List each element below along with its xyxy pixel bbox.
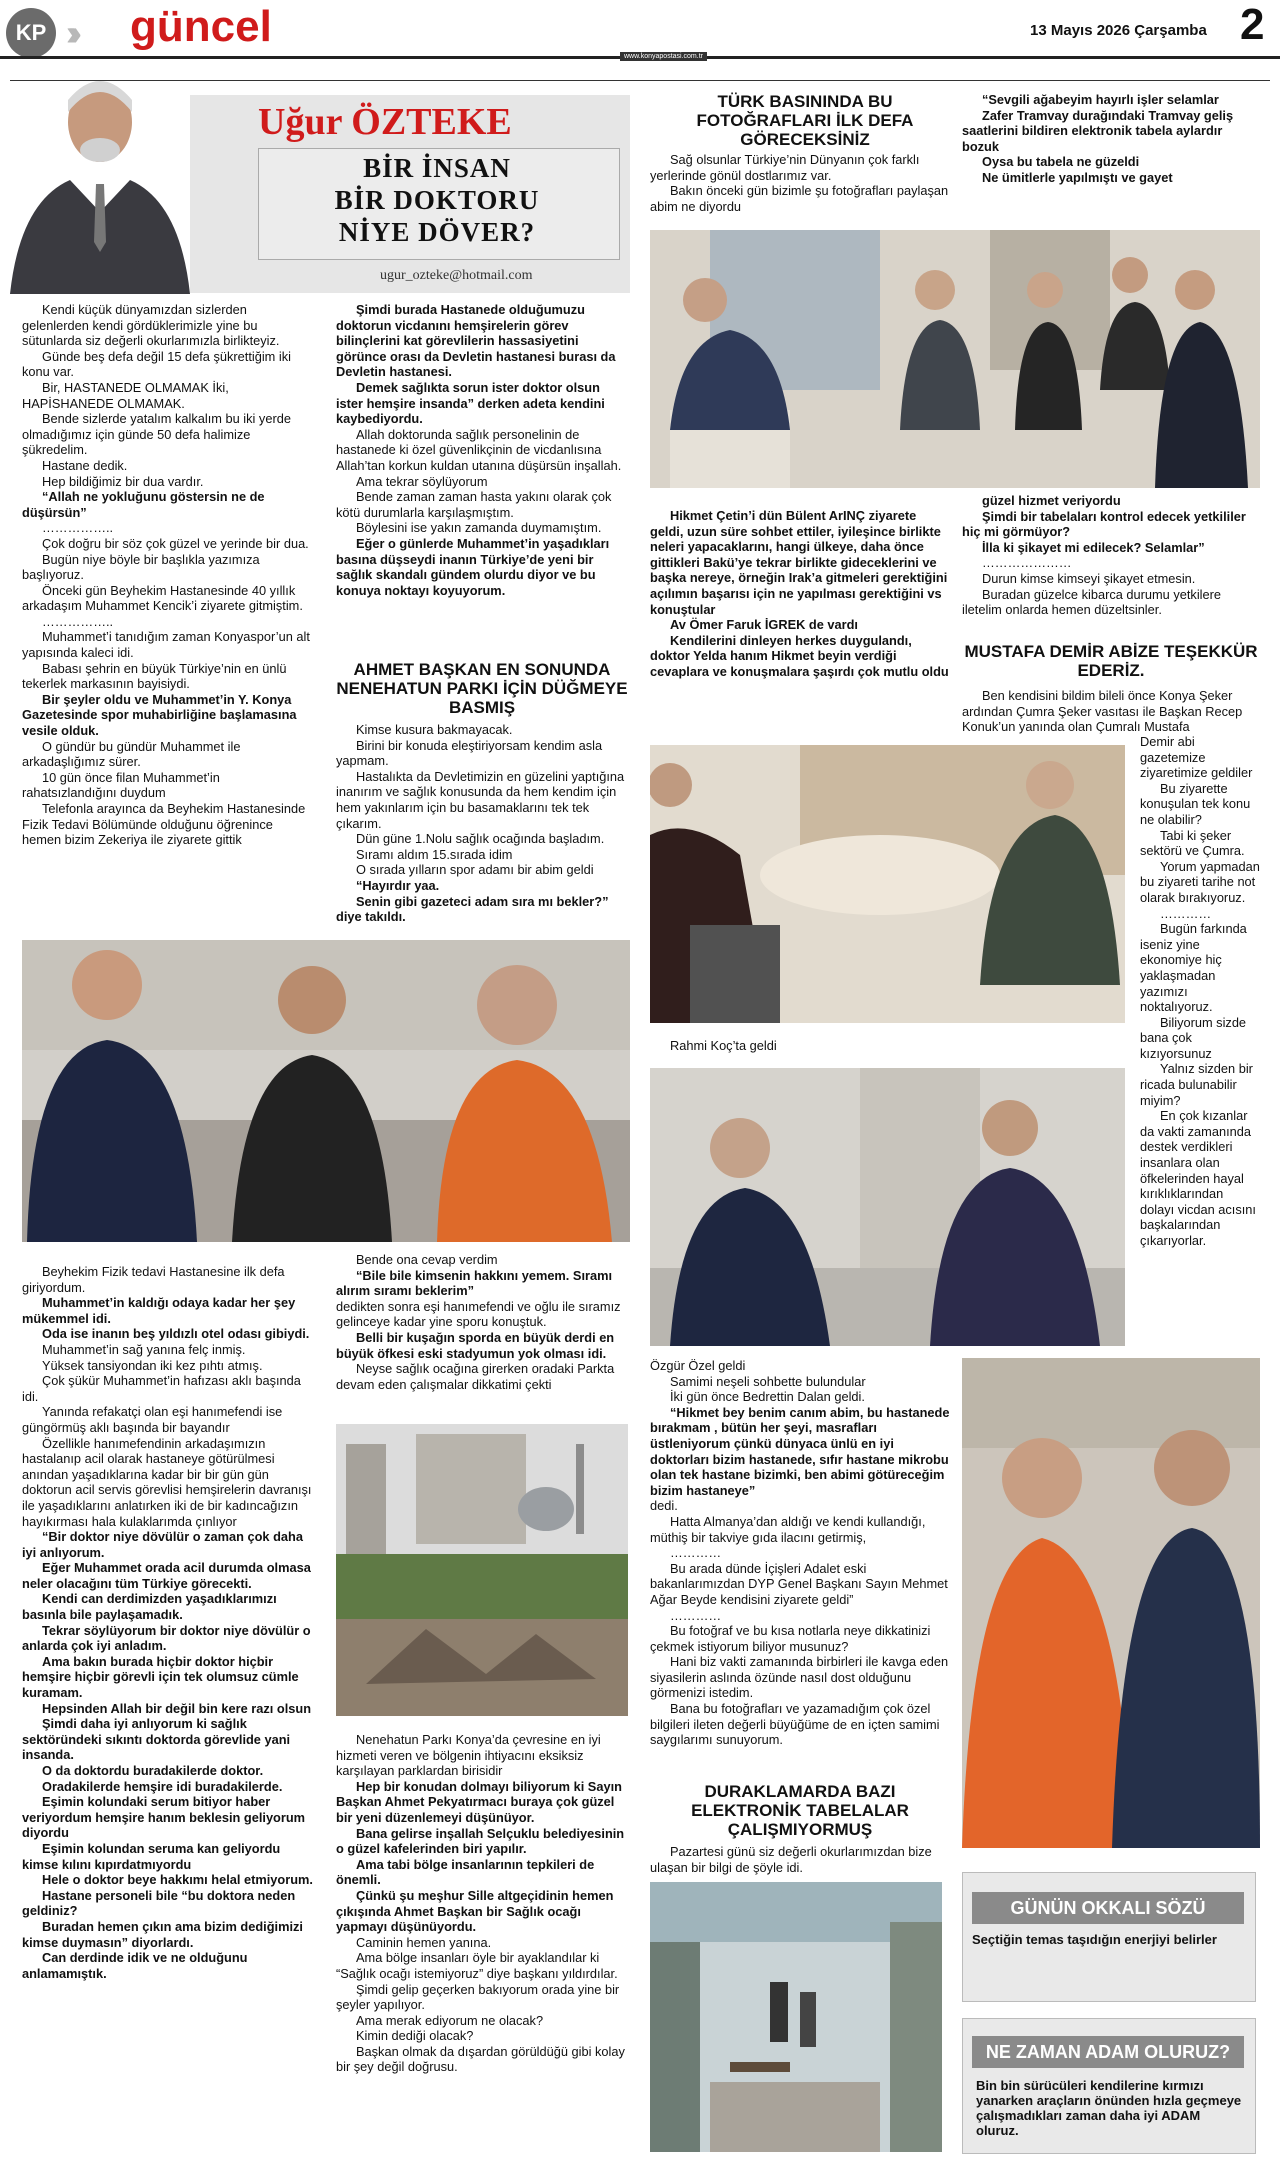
photo-tram-stop [650,1882,942,2152]
quote-text-adam-oluruz: Bin bin sürücüleri kendilerine kırmızı yanarken araçların önünden hızla geçmeye çalışmadıkları zaman daha iyi ADAM oluruz. [976,2078,1242,2138]
paragraph: Muhammet’in kaldığı odaya kadar her şey mükemmel idi. [22,1295,296,1326]
paragraph: dedikten sonra eşi hanımefendi ve oğlu ile sıramız gelinceye kadar yine sporu konuştuk. [336,1298,621,1330]
paragraph: Nenehatun Parkı Konya’da çevresine en iyi hizmeti veren ve bölgenin ihtiyacını eksiksiz karşılayan parklardan birisidir [336,1732,601,1779]
paragraph: Bu arada dünde İçişleri Adalet eski bakanlarımızdan DYP Genel Başkanı Sayın Mehmet Ağar Beyde kendisini ziyarete geldi” [650,1560,948,1607]
photo-ozgur-ozel [650,1068,1125,1346]
paragraph: Bende zaman zaman hasta yakını olarak çok kötü durumlarla karşılaşmıştım. [336,489,612,520]
paragraph: Şimdi bir tabelaları kontrol edecek yetkililer hiç mi görmüyor? [962,508,1246,540]
paragraph: “Bile bile kimsenin hakkını yemem. Sıramı alırım sıramı beklerim” [336,1267,613,1299]
paragraph: Can derdinde idik ve ne olduğunu anlamamıştık. [22,1950,248,1981]
paragraph: ………… [1160,905,1212,921]
paragraph: Beyhekim Fizik tedavi Hastanesine ilk defa giriyordum. [22,1264,285,1295]
paragraph: Bende ona cevap verdim [356,1252,498,1267]
paragraph: Böylesini ise yakın zamanda duymamıştım. [356,520,602,536]
headline-line: BİR DOKTORU [334,185,540,215]
paragraph: …………….. [42,613,114,629]
paragraph: Eğer Muhammet orada acil durumda olmasa neler olacağını tüm Türkiye görecekti. [22,1560,311,1591]
paragraph: Av Ömer Faruk İGREK de vardı [670,617,858,633]
photo-nenehatun-park [336,1424,628,1716]
article-column-2d [336,1732,628,2075]
paragraph: “Bir doktor niye dövülür o zaman çok daha iyi anlıyorum. [22,1529,303,1560]
paragraph: Hep bildiğimiz bir dua vardır. [42,473,204,489]
paragraph: Bugün niye böyle bir başlıkla yazımıza başlıyoruz. [22,551,260,583]
paragraph: Eşimin kolundaki serum bitiyor haber veriyordum hemşire hanım beklesin geliyorum diyordu [22,1794,306,1841]
paragraph: Sıramı aldım 15.sırada idim [356,846,513,862]
paragraph: Yalnız sizden bir ricada bulunabilir miyim? [1140,1061,1253,1108]
paragraph: Durun kimse kimseyi şikayet etmesin. [982,570,1196,586]
paragraph: Hikmet Çetin’i dün Bülent ArINÇ ziyarete geldi, uzun süre sohbet ettiler, iyileşince birlikte neleri yapacaklarını, hangi ülkeye, daha önce gittikleri Bakü’ye tekrar birlikte gideceklerini ve başka nereye, örneğin Irak’a gitmeleri gerektiğini açılımın başarısı için ne yapılması gerektiğini vs konuştular [650,508,948,617]
paragraph: Kendilerini dinleyen herkes duygulandı, doktor Yelda hanım Hikmet beyin verdiği cevaplara ve konuşmalara şaşırdı çok mutlu oldu [650,632,949,679]
paragraph: Hep bir konudan dolmayı biliyorum ki Sayın Başkan Ahmet Pekyatırmacı buraya çok güzel bir yeni düzenlemeyi düşünüyor. [336,1778,622,1825]
paragraph: Senin gibi gazeteci adam sıra mı bekler?” diye takıldı. [336,893,609,925]
article-column-2c [336,1252,628,1392]
paragraph: Yüksek tansiyondan iki kez pıhtı atmış. [42,1357,263,1373]
newspaper-logo: KP [6,8,56,58]
paragraph: Bu fotoğraf ve bu kısa notlarla neye dikkatinizi çekmek istiyorum biliyor musunuz? [650,1623,931,1654]
paragraph: O sırada yılların spor adamı bir abim geldi [356,862,594,878]
paragraph: Ama tabi bölge insanlarının tepkileri de önemli. [336,1856,595,1888]
subheading-nenehatun: AHMET BAŞKAN EN SONUNDA NENEHATUN PARKI İÇİN DÜĞMEYE BASMIŞ [336,660,628,717]
section-name: güncel [130,2,272,51]
subheading-turk-basini: TÜRK BASININDA BU FOTOĞRAFLARI İLK DEFA GÖRECEKSİNİZ [696,92,914,149]
paragraph: Şimdi gelip geçerken bakıyorum orada yine bir şeyler yapılıyor. [336,1981,620,2013]
article-column-4b [962,493,1260,618]
paragraph: Hatta Almanya’dan aldığı ve kendi kullandığı, müthiş bir takviye gıda ilacını getirmiş, [650,1513,926,1545]
paragraph: Ama bölge insanları öyle bir ayaklandılar ki “Sağlık ocağı istemiyoruz” diye başkanı yıldırdılar. [336,1950,618,1981]
photo-mustafa-demir [962,1358,1260,1848]
paragraph: Bir, HASTANEDE OLMAMAK İki, HAPİSHANEDE OLMAMAK. [22,379,229,411]
paragraph: Başkan olmak da dışardan görüldüğü gibi kolay bir şey değil doğrusu. [336,2043,625,2075]
paragraph: Demir abi gazetemize ziyaretimize geldiler [1140,734,1253,781]
paragraph: Bugün farkında iseniz yine ekonomiye hiç yaklaşmadan yazımızı noktalıyoruz. [1140,921,1247,1015]
paragraph: Ben kendisini bildim bileli önce Konya Şeker ardından Çumra Şeker vasıtası ile Başkan Recep Konuk’un yanında olan Çumralı Mustafa [962,688,1243,735]
article-column-2b [336,722,628,925]
paragraph: Babası şehrin en büyük Türkiye’nin en ünlü tekerlek markasının bayisiydi. [22,660,287,692]
paragraph: Biliyorum sizde bana çok kızıyorsunuz [1140,1014,1247,1061]
paragraph: Günde beş defa değil 15 defa şükrettiğim iki konu var. [22,348,291,380]
page-number: 2 [1240,0,1265,49]
paragraph: Kimin dediği olacak? [356,2028,474,2044]
paragraph: Eğer o günlerde Muhammet’in yaşadıkları basına düşseydi inanın Türkiye’de yeni bir sağlık skandalı gündem olurdu diyor ve bu konuya noktayı koyuyorum. [336,535,610,598]
paragraph: Ama bakın burada hiçbir doktor hiçbir hemşire hiçbir görevli için tek olumsuz cümle kuramam. [22,1653,299,1701]
subheading-mustafa-demir: MUSTAFA DEMİR ABİZE TEŞEKKÜR EDERİZ. [964,642,1258,680]
paragraph: Belli bir kuşağın sporda en büyük derdi en büyük öfkesi eski stadyumun yok olması idi. [336,1329,615,1361]
paragraph: Telefonla arayınca da Beyhekim Hastanesinde Fizik Tedavi Bölümünde olduğunu öğrenince hemen bizim Zekeriya ile ziyarete gittik [22,801,306,848]
paragraph: “Sevgili ağabeyim hayırlı işler selamlar [982,92,1219,107]
paragraph: Oda ise inanın beş yıldızlı otel odası gibiydi. [42,1326,310,1342]
paragraph: Kendi can derdimizden yaşadıklarımızı basınla bile paylaşamadık. [22,1591,277,1623]
headline-line: BİR İNSAN [363,153,511,183]
paragraph: Demek sağlıkta sorun ister doktor olsun ister hemşire insanda” derken adeta kendini kaybediyordu. [336,379,605,427]
paragraph: Pazartesi günü siz değerli okurlarımızdan bize ulaşan bir bilgi de şöyle idi. [650,1844,932,1875]
paragraph: Tabi ki şeker sektörü ve Çumra. [1140,827,1245,859]
paragraph: ………… [670,1607,722,1623]
paragraph: Bakın önceki gün bizimle şu fotoğrafları paylaşan abim ne diyordu [650,183,949,214]
paragraph: Oysa bu tabela ne güzeldi [982,154,1140,170]
article-column-4a [962,92,1260,186]
paragraph: İki gün önce Bedrettin Dalan geldi. [670,1389,865,1405]
quote-text-okkali-soz: Seçtiğin temas taşıdığın enerjiyi belirler [972,1932,1217,1947]
paragraph: “Hayırdır yaa. [356,877,440,893]
paragraph: Allah doktorunda sağlık personelinin de hastanede ki özel güvenlikçinin de vicdanlısına Allah’tan korkun kuldan utanına düşürsün inşallah. [336,426,622,473]
author-name: Uğur ÖZTEKE [258,101,512,143]
paragraph: En çok kızanlar da vakti zamanında destek verdikleri insanlara olan öfkelerinden hayal kırıklıklarından dolayı vicdan acısını başkalarından çıkarıyorlar. [1140,1108,1256,1248]
paragraph: Samimi neşeli sohbette bulundular [670,1373,866,1389]
paragraph: Özellikle hanımefendinin arkadaşımızın hastalanıp acil olarak hastaneye götürülmesi anından yaşadıklarına kadar bir bir gün gün doktorun acil servis görevlisi hemşirelerin davranışı ile yaşadıklarını anlatırken iki de bir kadıncağızın hayıkırması hala kulaklarımda çınlıyor [22,1435,312,1529]
paragraph: İlla ki şikayet mi edilecek? Selamlar” [982,539,1205,555]
paragraph: Hastane personeli bile “bu doktora neden geldiniz? [22,1887,296,1919]
article-column-3c [650,1358,950,1748]
paragraph: Şimdi daha iyi anlıyorum ki sağlık sektöründeki sıkıntı doktorda görevlide yani insanda. [22,1716,291,1763]
paragraph: 10 gün önce filan Muhammet’in rahatsızlandığını duydum [22,769,220,801]
paragraph: Yanında refakatçi olan eşi hanımefendi ise güngörmüş aklı başında bir bayandır [22,1404,283,1435]
article-column-1 [22,302,314,848]
site-url: www.konyapostasi.com.tr [620,52,707,61]
paragraph: ………………… [982,555,1072,571]
article-column-2 [336,302,628,598]
paragraph: Kimse kusura bakmayacak. [356,722,513,737]
paragraph: güzel hizmet veriyordu [982,493,1121,508]
paragraph: Önceki gün Beyhekim Hastanesinde 40 yıllık arkadaşım Muhammet Kencik’i ziyarete gitmiştim. [22,582,303,614]
photo-hospital-friends [22,940,630,1242]
paragraph: Hepsinden Allah bir değil bin kere razı olsun [42,1700,312,1716]
paragraph: Dün güne 1.Nolu sağlık ocağında başladım. [356,831,605,847]
paragraph: Özgür Özel geldi [650,1358,746,1373]
paragraph: Caminin hemen yanına. [356,1934,492,1950]
article-column-4d [1140,734,1260,1249]
paragraph: Bu ziyarette konuşulan tek konu ne olabilir? [1140,780,1251,827]
paragraph: Bana gelirse inşallah Selçuklu belediyesinin o güzel kafelerinden biri yapılır. [336,1825,625,1857]
paragraph: O gündür bu gündür Muhammet ile arkadaşlığımız sürer. [22,738,241,770]
paragraph: Ne ümitlerle yapılmıştı ve gayet [982,169,1173,185]
author-photo [0,62,200,294]
paragraph: Hani biz vakti zamanında birbirleri ile kavga eden siyasilerin aslında özünde nasıl dost olduğunu görmenizi istedim. [650,1654,949,1701]
article-column-3d [650,1844,950,1875]
paragraph: “Allah ne yokluğunu göstersin ne de düşürsün” [22,489,265,520]
paragraph: O da doktordu buradakilerde doktor. [42,1763,264,1778]
paragraph: ………… [670,1545,722,1561]
issue-date: 13 Mayıs 2026 Çarşamba [1030,22,1207,39]
paragraph: Sağ olsunlar Türkiye’nin Dünyanın çok farklı yerlerinde gönül dostlarımız var. [650,152,920,183]
paragraph: Bende sizlerde yatalım kalkalım bu iki yerde olmadığımız için günde 50 defa halimize şükredelim. [22,411,291,458]
paragraph: Yorum yapmadan bu ziyareti tarihe not olarak bırakıyoruz. [1140,858,1260,905]
photo-hospital-visit [650,230,1260,488]
paragraph: “Hikmet bey benim canım abim, bu hastanede bırakmam , bütün her şeyi, masrafları üstleniyorum çünkü dünyaca ünlü en iyi doktorları bizim hastanede, sıfır hastane mikrobu olan tek hastane bizimki, ben abimi götüreceğim bizim hastaneye” [650,1404,950,1498]
paragraph: Oradakilerde hemşire idi buradakilerde. [42,1778,283,1794]
paragraph: Zafer Tramvay durağındaki Tramvay geliş saatlerini bildiren elektronik tabela aylardır bozuk [962,107,1234,154]
paragraph: Neyse sağlık ocağına girerken oradaki Parkta devam eden çalışmalar dikkatimi çekti [336,1361,615,1392]
paragraph: Çok doğru bir söz çok güzel ve yerinde bir dua. [42,535,309,551]
photo-rahmi-koc [650,745,1125,1023]
headline-line: NİYE DÖVER? [338,217,536,247]
paragraph: Ama merak ediyorum ne olacak? [356,2012,544,2028]
paragraph: Şimdi burada Hastanede olduğumuzu doktorun vicdanını hemşirelerin görev bilinçlerini kat görevlilerin hassasiyetini görünce orası da Devletin hastanesi burası da Devletin hastanesi. [336,302,616,380]
paragraph: Tekrar söylüyorum bir doktor niye dövülür o anlarda çok iyi anladım. [22,1622,311,1654]
article-column-1b [22,1264,317,1981]
paragraph: Çok şükür Muhammet’in hafızası aklı başında idi. [22,1373,301,1404]
paragraph: Hastalıkta da Devletimizin en güzelini yaptığına inanırım ve sağlık konusunda da hem kendim için hem yakınlarım için bu basamaklarını tek tek çıkarım. [336,768,625,831]
paragraph: Ama tekrar söylüyorum [356,473,488,489]
paragraph: Hele o doktor beye hakkımı helal etmiyorum. [42,1872,313,1888]
article-column-4c [962,688,1260,735]
quote-title-adam-oluruz: NE ZAMAN ADAM OLURUZ? [972,2036,1244,2068]
article-column-3b [650,508,950,680]
paragraph: Çünkü şu meşhur Sille altgeçidinin hemen çıkışında Ahmet Başkan bir Sağlık ocağı yapmayı düşünüyordu. [336,1887,614,1935]
paragraph: Bir şeyler oldu ve Muhammet’in Y. Konya Gazetesinde spor muhabirliğine başlamasına vesile olduk. [22,691,297,739]
paragraph: Buradan güzelce kibarca durumu yetkilere iletelim onlarda hemen düzeltsinler. [962,586,1222,618]
paragraph: Kendi küçük dünyamızdan sizlerden gelenlerden kendi gördüklerimizle yine bu sütunlarda siz değerli okurlarımızla birlikteyiz. [22,302,280,349]
author-email[interactable]: ugur_ozteke@hotmail.com [380,268,533,283]
paragraph: dedi. [650,1498,678,1514]
paragraph: Muhammet’in sağ yanına felç inmiş. [42,1341,246,1357]
caption-rahmi-koc: Rahmi Koç’ta geldi [670,1038,777,1053]
paragraph: Muhammet’i tanıdığım zaman Konyaspor’un alt yapısında kaleci idi. [22,629,310,661]
column-headline [262,152,612,248]
paragraph: Hastane dedik. [42,457,128,473]
paragraph: Bana bu fotoğrafları ve yazamadığım çok özel bilgileri ileten değerli büyüğüme de en içten samimi saygılarımı sunuyorum. [650,1701,940,1748]
paragraph: Birini bir konuda eleştiriyorsam kendim asla yapmam. [336,737,603,769]
subheading-duraklar: DURAKLAMARDA BAZI ELEKTRONİK TABELALAR ÇALIŞMIYORMUŞ [691,1782,909,1839]
paragraph: Eşimin kolundan seruma kan geliyordu kimse kılını kıpırdatmıyordu [22,1840,281,1872]
paragraph: …………….. [42,520,114,536]
article-column-3a [650,152,950,214]
paragraph: Buradan hemen çıkın ama bizim dediğimizi kimse duymasın” diyorlardı. [22,1918,303,1950]
quote-title-okkali-soz: GÜNÜN OKKALI SÖZÜ [972,1892,1244,1924]
